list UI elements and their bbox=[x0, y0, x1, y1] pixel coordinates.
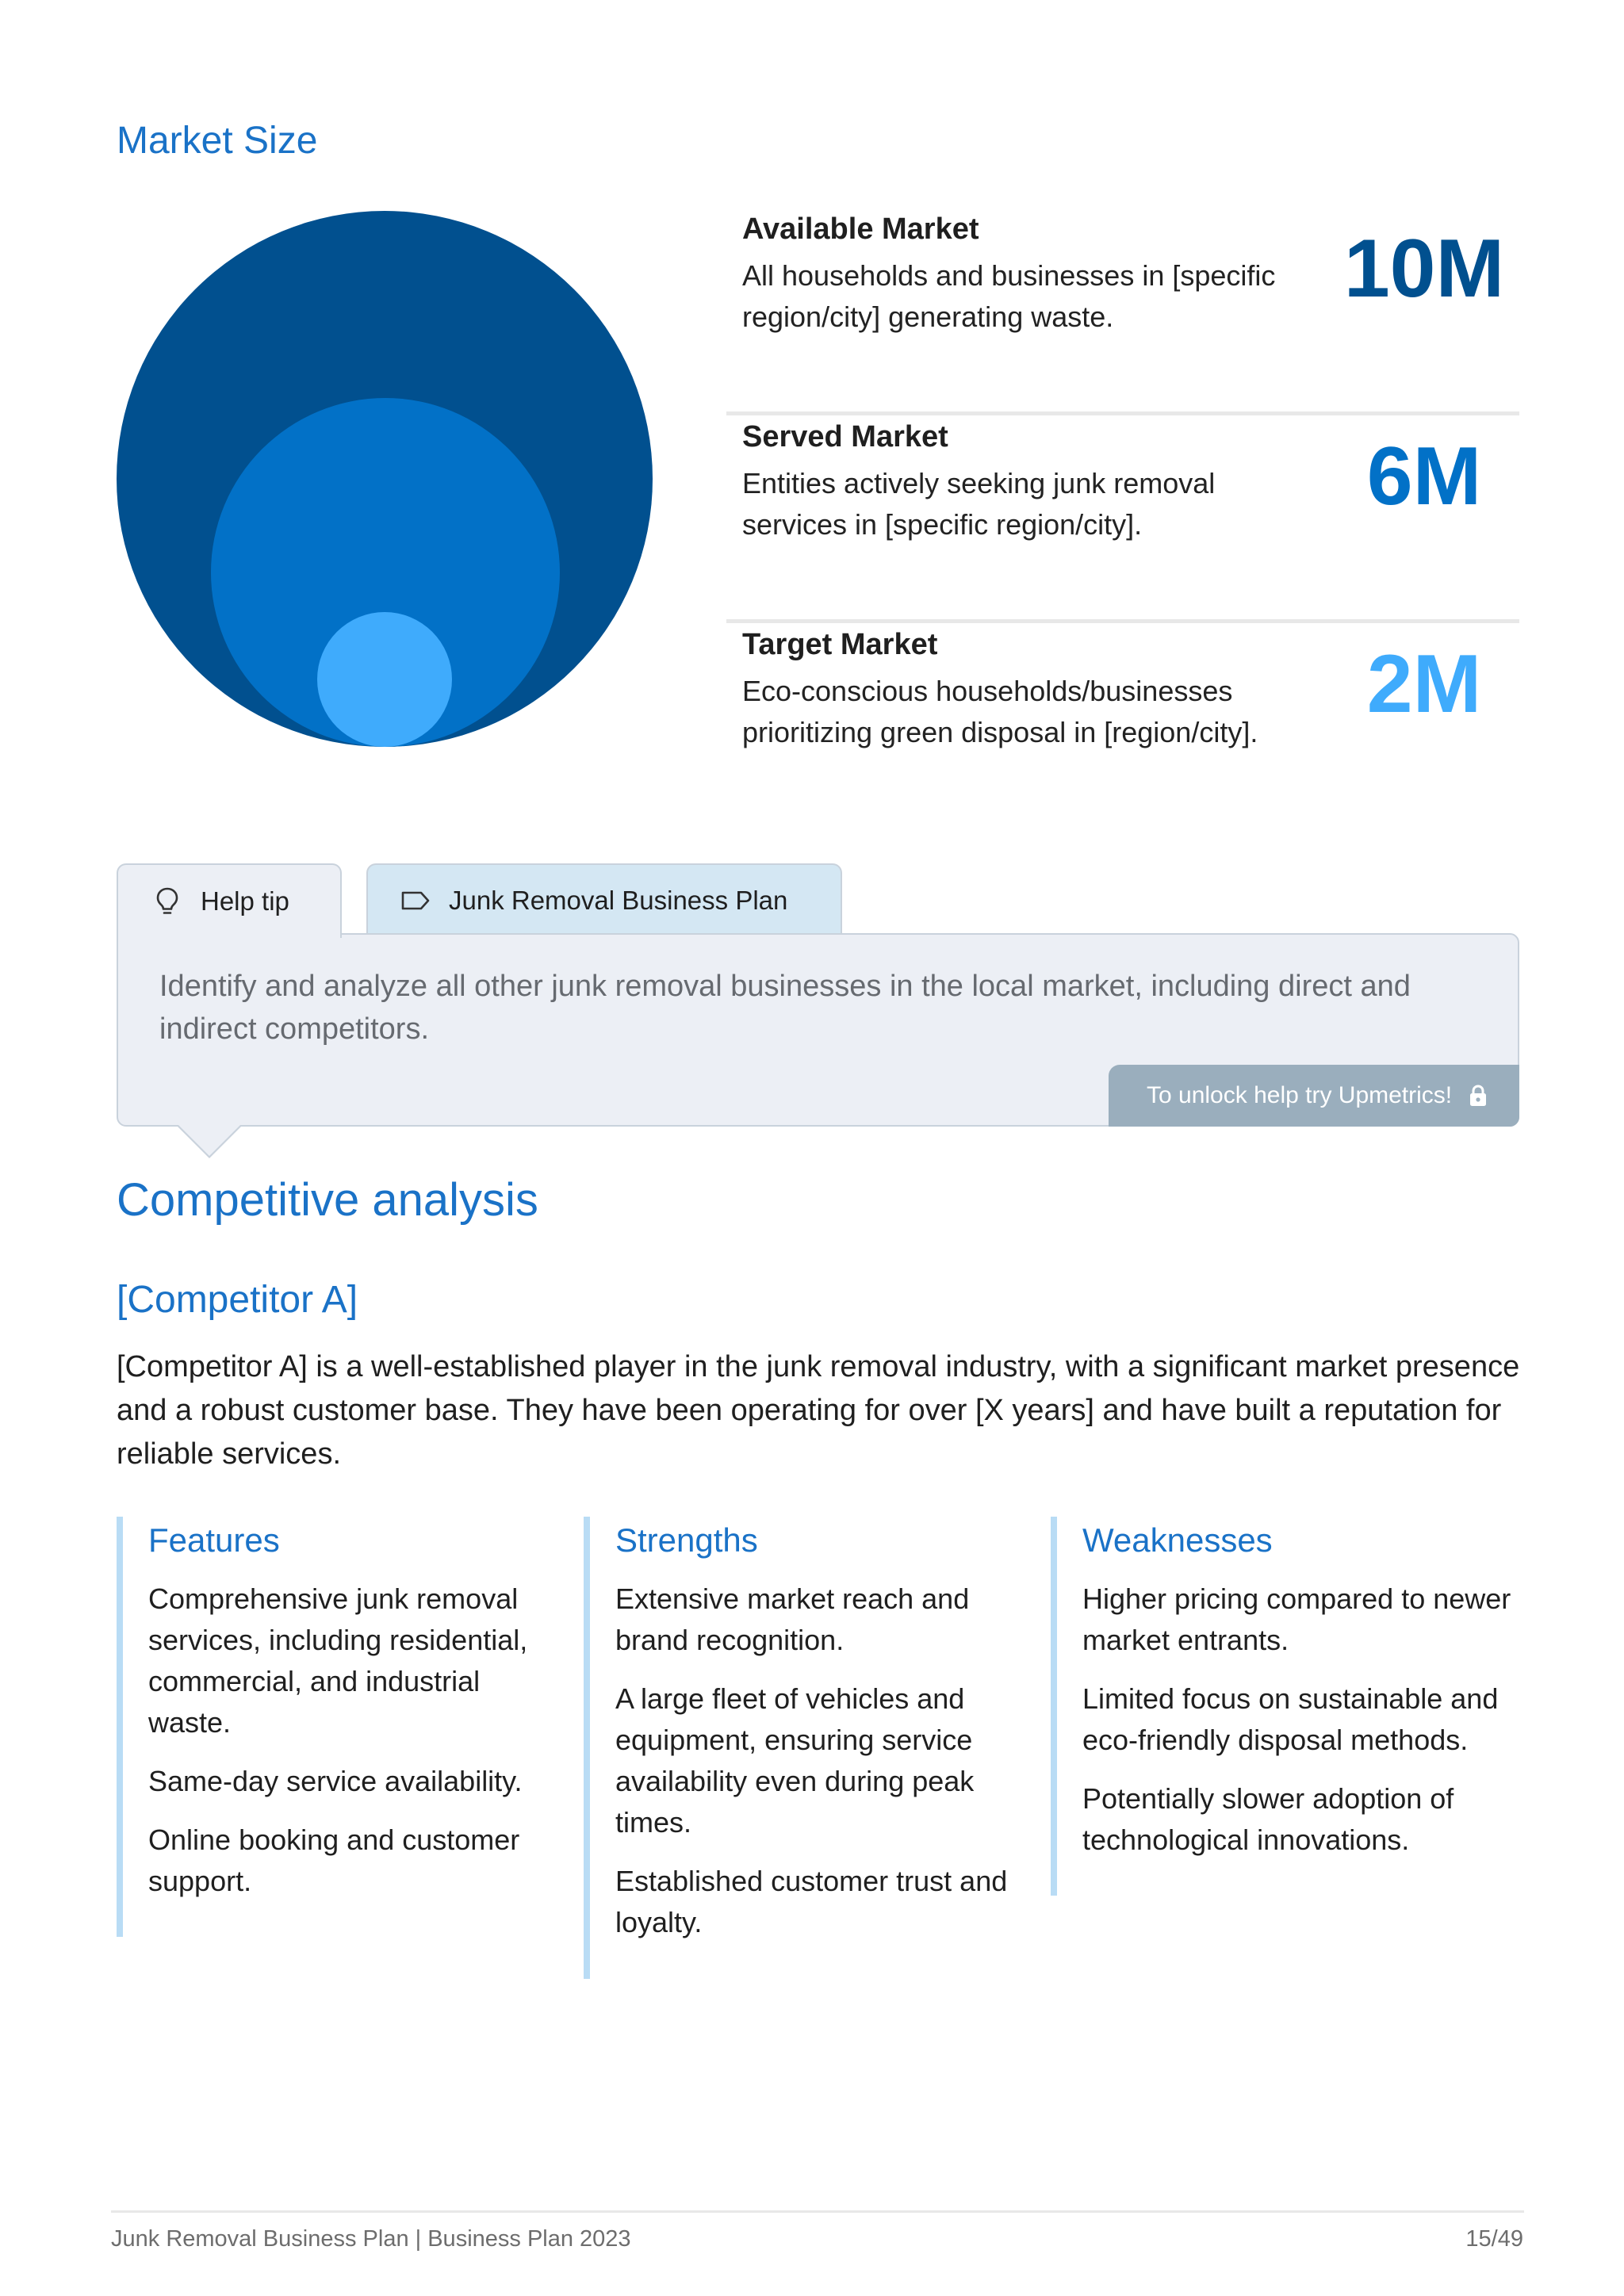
strengths-title: Strengths bbox=[615, 1521, 758, 1559]
target-market-name: Target Market bbox=[742, 628, 938, 661]
market-size-heading: Market Size bbox=[117, 120, 318, 162]
weaknesses-title: Weaknesses bbox=[1082, 1521, 1273, 1559]
served-market-text bbox=[742, 417, 1313, 545]
features-column bbox=[117, 1517, 545, 1937]
served-market-description: Entities actively seeking junk removal services in [specific region/city]. bbox=[742, 467, 1216, 541]
list-item: Same-day service availability. bbox=[148, 1765, 523, 1797]
tab-business-plan[interactable] bbox=[366, 863, 842, 936]
competitor-description: [Competitor A] is a well-established player in the junk removal industry, with a significant market presence and a robust customer base. They have been operating for over [X years] and have built a reputation for reliable services. bbox=[117, 1350, 1520, 1471]
footer-divider bbox=[111, 2210, 1524, 2213]
list-item: Comprehensive junk removal services, including residential, commercial, and industrial waste. bbox=[148, 1582, 528, 1739]
lock-icon bbox=[1468, 1084, 1488, 1108]
features-title: Features bbox=[148, 1521, 280, 1559]
lightbulb-icon bbox=[151, 886, 183, 917]
tab-business-plan-label: Junk Removal Business Plan bbox=[449, 886, 788, 915]
available-market-row bbox=[726, 208, 1519, 415]
help-tip-panel bbox=[117, 933, 1519, 1127]
list-item: A large fleet of vehicles and equipment, ensuring service availability even during peak times. bbox=[615, 1682, 975, 1839]
served-market-row bbox=[726, 415, 1519, 623]
list-item: Established customer trust and loyalty. bbox=[615, 1865, 1008, 1938]
unlock-help-label: To unlock help try Upmetrics! bbox=[1147, 1082, 1453, 1108]
target-market-row bbox=[726, 623, 1519, 831]
available-market-description: All households and businesses in [specific region/city] generating waste. bbox=[742, 259, 1276, 333]
tab-help-tip[interactable] bbox=[117, 863, 342, 938]
target-market-value: 2M bbox=[1366, 638, 1482, 730]
available-market-name: Available Market bbox=[742, 212, 979, 246]
target-market-description: Eco-conscious households/businesses prioritizing green disposal in [region/city]. bbox=[742, 675, 1258, 748]
footer-document-title: Junk Removal Business Plan | Business Plan 2023 bbox=[111, 2226, 631, 2252]
list-item: Higher pricing compared to newer market entrants. bbox=[1082, 1582, 1511, 1656]
footer-page-number: 15/49 bbox=[1465, 2226, 1523, 2252]
list-item: Extensive market reach and brand recognition. bbox=[615, 1582, 970, 1656]
list-item: Potentially slower adoption of technological innovations. bbox=[1082, 1782, 1454, 1856]
competitive-analysis-title: Competitive analysis bbox=[117, 1174, 538, 1226]
market-size-bubble-chart bbox=[117, 211, 653, 747]
competitor-name: [Competitor A] bbox=[117, 1279, 358, 1321]
unlock-help-button[interactable] bbox=[1109, 1065, 1519, 1127]
help-tip-text: Identify and analyze all other junk removal businesses in the local market, including direct and indirect competitors. bbox=[159, 970, 1411, 1046]
available-market-value: 10M bbox=[1343, 223, 1505, 315]
strengths-column bbox=[584, 1517, 1012, 1979]
tag-icon bbox=[400, 885, 431, 916]
weaknesses-column bbox=[1051, 1517, 1526, 1896]
served-market-name: Served Market bbox=[742, 420, 948, 453]
served-market-value: 6M bbox=[1366, 430, 1482, 522]
available-market-text bbox=[742, 209, 1313, 338]
tab-help-tip-label: Help tip bbox=[201, 886, 289, 916]
target-market-text bbox=[742, 625, 1313, 753]
list-item: Limited focus on sustainable and eco-friendly disposal methods. bbox=[1082, 1682, 1499, 1756]
target-market-circle bbox=[317, 612, 452, 747]
market-size-list bbox=[726, 208, 1519, 831]
list-item: Online booking and customer support. bbox=[148, 1823, 520, 1897]
